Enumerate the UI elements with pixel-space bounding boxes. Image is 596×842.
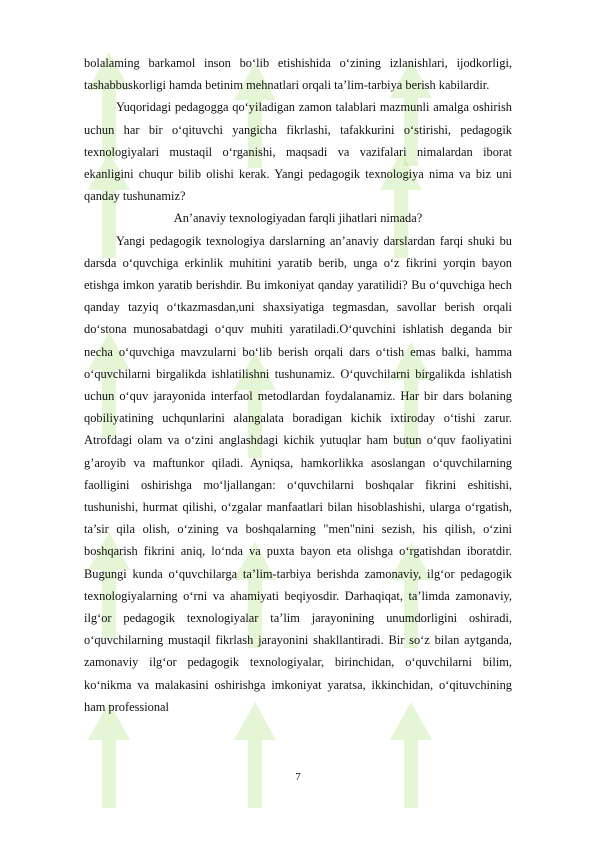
paragraph-continuation: bolalaming barkamol inson bo‘lib etishishida o‘zining izlanishlari, ijodkorligi, tashabbuskorligi hamda betinim mehnatlari orqali ta’lim-tarbiya berish kabilardir.: [84, 56, 512, 93]
document-body: [84, 52, 512, 718]
page-number: 7: [295, 771, 301, 783]
section-question-heading: An’anaviy texnologiyadan farqli jihatlari nimada?: [173, 211, 423, 226]
paragraph-main: Yangi pedagogik texnologiya darslarning an’anaviy darslardan farqi shuki bu darsda o‘quvchiga erkinlik muhitini yaratib berib, unga o‘z fikrini yorqin bayon etishga imkon yaratib berishdir. Bu imkoniyat qanday yaratilidi? Bu o‘quvchiga hech qanday tazyiq o‘tkazmasdan,uni shaxsiyatiga tegmasdan, savollar berish orqali do‘stona munosabatdagi o‘quv muhiti yaratiladi.O‘quvchini ishlatish deganda bir necha o‘quvchiga mavzularni bo‘lib berish orqali dars o‘tish emas balki, hamma o‘quvchilarni birgalikda ishlatilishni tushunamiz. O‘quvchilarni birgalikda ishlatish uchun o‘quv jarayonida interfaol metodlardan foydalanamiz. Har bir dars bolaning qobiliyatining uchqunlarini alangalata boradigan kichik ixtiroday o‘tishi zarur. Atrofdagi olam va o‘zini anglashdagi kichik yutuqlar ham butun o‘quv faoliyatini g’aroyib va maftunkor qiladi. Ayniqsa, hamkorlikka asoslangan o‘quvchilarning faolligini oshirishga mo‘ljallangan: o‘quvchilarni boshqalar fikrini eshitishi, tushunishi, hurmat qilishi, o‘zgalar manfaatlari bilan hisoblashishi, ularga o‘rgatish, ta’sir qila olish, o‘zining va boshqalarning "men"nini sezish, his qilish, o‘zini boshqarish fikrini aniq, lo‘nda va puxta bayon eta olishga o‘rgatishdan iboratdir. Bugungi kunda o‘quvchilarga ta’lim-tarbiya berishda zamonaviy, ilg‘or pedagogik texnologiyalarning o‘rni va ahamiyati beqiyosdir. Darhaqiqat, ta’limda zamonaviy, ilg‘or pedagogik texnologiyalar ta’lim jarayonining unumdorligini oshiradi, o‘quvchilarning mustaqil fikrlash jarayonini shakllantiradi. Bir so‘z bilan aytganda, zamonaviy ilg‘or pedagogik texnologiyalar, birinchidan, o‘quvchilarni bilim, ko‘nikma va malakasini oshirishga imkoniyat yaratsa, ikkinchidan, o‘qituvchining ham professional: [84, 233, 512, 714]
paragraph-requirements: Yuqoridagi pedagogga qo‘yiladigan zamon talablari mazmunli amalga oshirish uchun har bir o‘qituvchi yangicha fikrlashi, tafakkurini o‘stirishi, pedagogik texnologiyalari mustaqil o‘rganishi, maqsadi va vazifalari nimalardan iborat ekanligini chuqur bilib olishi kerak. Yangi pedagogik texnologiya nima va biz uni qanday tushunamiz?: [84, 100, 512, 204]
